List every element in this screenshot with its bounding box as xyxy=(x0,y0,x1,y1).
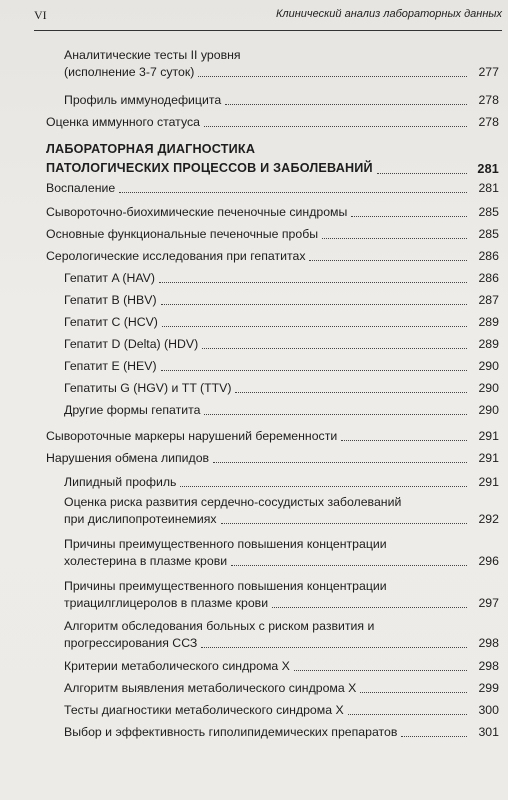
toc-entry-title: прогрессирования ССЗ xyxy=(64,636,198,650)
toc-page-number: 290 xyxy=(478,359,499,373)
toc-page-number: 290 xyxy=(478,381,499,395)
dot-leader xyxy=(161,304,467,305)
toc-entry-title: Профиль иммунодефицита xyxy=(64,93,222,107)
toc-entry-title: ЛАБОРАТОРНАЯ ДИАГНОСТИКА xyxy=(46,142,256,156)
toc-entry-title: Выбор и эффективность гиполипидемических препаратов xyxy=(64,725,398,739)
toc-entry xyxy=(64,292,499,309)
toc-entry xyxy=(64,578,499,612)
dot-leader xyxy=(377,173,467,174)
dot-leader xyxy=(213,462,467,463)
toc-page-number: 277 xyxy=(478,65,499,79)
dot-leader xyxy=(360,692,467,693)
dot-leader xyxy=(180,486,467,487)
toc-page-number: 291 xyxy=(478,451,499,465)
toc-entry-title: Алгоритм выявления метаболического синдрома X xyxy=(64,681,357,695)
toc-entry-title: Другие формы гепатита xyxy=(64,403,201,417)
toc-page-number: 278 xyxy=(478,93,499,107)
dot-leader xyxy=(294,670,467,671)
toc-entry-title: Липидный профиль xyxy=(64,475,177,489)
dot-leader xyxy=(348,714,467,715)
toc-page-number: 281 xyxy=(477,162,499,176)
toc-entry-title: Гепатит D (Delta) (HDV) xyxy=(64,337,199,351)
toc-entry xyxy=(64,402,499,419)
dot-leader xyxy=(322,238,467,239)
toc-entry-title: (исполнение 3-7 суток) xyxy=(64,65,195,79)
toc-entry-title: Серологические исследования при гепатитах xyxy=(46,249,306,263)
dot-leader xyxy=(119,192,467,193)
toc-entry xyxy=(64,618,499,652)
toc-page-number: 300 xyxy=(478,703,499,717)
toc-entry-title: ПАТОЛОГИЧЕСКИХ ПРОЦЕССОВ И ЗАБОЛЕВАНИЙ xyxy=(46,161,373,175)
header-rule xyxy=(34,30,502,31)
toc-page-number: 291 xyxy=(478,475,499,489)
toc-entry-title: Оценка иммунного статуса xyxy=(46,115,200,129)
toc-entry-title: Причины преимущественного повышения концентрации xyxy=(64,537,387,551)
dot-leader xyxy=(159,282,467,283)
dot-leader xyxy=(231,565,467,566)
toc-entry xyxy=(46,114,499,131)
toc-page-number: 298 xyxy=(478,636,499,650)
dot-leader xyxy=(204,126,467,127)
dot-leader xyxy=(341,440,467,441)
toc-page-number: 289 xyxy=(478,315,499,329)
toc-entry xyxy=(64,536,499,570)
toc-entry xyxy=(46,180,499,197)
dot-leader xyxy=(309,260,467,261)
running-head xyxy=(34,6,502,24)
toc-entry-title: Тесты диагностики метаболического синдрома X xyxy=(64,703,344,717)
toc-entry-title: Аналитические тесты II уровня xyxy=(64,48,241,62)
toc-page-number: 298 xyxy=(478,659,499,673)
toc-entry xyxy=(64,724,499,741)
toc-entry-title: Основные функциональные печеночные пробы xyxy=(46,227,319,241)
toc-entry xyxy=(46,226,499,243)
toc-page-number: 290 xyxy=(478,403,499,417)
dot-leader xyxy=(221,523,467,524)
toc-entry xyxy=(64,680,499,697)
toc-entry xyxy=(64,358,499,375)
dot-leader xyxy=(162,326,467,327)
toc-page-number: 287 xyxy=(478,293,499,307)
dot-leader xyxy=(351,216,467,217)
toc-entry xyxy=(46,450,499,467)
dot-leader xyxy=(235,392,467,393)
toc-entry xyxy=(46,248,499,265)
toc-entry-title: триацилглицеролов в плазме крови xyxy=(64,596,269,610)
dot-leader xyxy=(204,414,467,415)
toc-entry-title: холестерина в плазме крови xyxy=(64,554,228,568)
toc-entry-title: Гепатит E (HEV) xyxy=(64,359,157,373)
toc-entry xyxy=(64,380,499,397)
toc-page-number: 285 xyxy=(478,205,499,219)
toc-entry xyxy=(64,47,499,81)
toc-entry xyxy=(64,336,499,353)
toc-entry xyxy=(64,494,499,528)
toc-page-number: 285 xyxy=(478,227,499,241)
toc-entry xyxy=(46,204,499,221)
toc-page-number: 301 xyxy=(478,725,499,739)
toc-entry-title: Гепатит C (HCV) xyxy=(64,315,158,329)
toc-entry xyxy=(64,702,499,719)
toc-page-number: 278 xyxy=(478,115,499,129)
toc-entry-title: Оценка риска развития сердечно-сосудистых заболеваний xyxy=(64,495,402,509)
toc-page-number: 291 xyxy=(478,429,499,443)
toc-entry xyxy=(46,428,499,445)
toc-entry xyxy=(64,314,499,331)
dot-leader xyxy=(272,607,467,608)
toc-entry-title: Критерии метаболического синдрома X xyxy=(64,659,290,673)
toc-page-number: 286 xyxy=(478,249,499,263)
toc-entry-title: Воспаление xyxy=(46,181,116,195)
toc-page-number: 299 xyxy=(478,681,499,695)
toc-entry-title: Гепатит A (HAV) xyxy=(64,271,155,285)
toc-entry-title: Причины преимущественного повышения концентрации xyxy=(64,579,387,593)
toc-entry xyxy=(64,92,499,109)
toc-entry xyxy=(64,474,499,491)
toc-entry-title: при дислипопротеинемиях xyxy=(64,512,217,526)
toc-entry-title: Нарушения обмена липидов xyxy=(46,451,210,465)
dot-leader xyxy=(202,348,467,349)
toc-page-number: 281 xyxy=(478,181,499,195)
toc-entry-title: Гепатит B (HBV) xyxy=(64,293,157,307)
dot-leader xyxy=(161,370,467,371)
toc-page-number: 296 xyxy=(478,554,499,568)
book-title: Клинический анализ лабораторных данных xyxy=(275,8,502,20)
toc-entry-title: Гепатиты G (HGV) и TT (TTV) xyxy=(64,381,232,395)
toc-entry-title: Сывороточно-биохимические печеночные синдромы xyxy=(46,205,348,219)
toc-page-number: 292 xyxy=(478,512,499,526)
toc-entry xyxy=(64,658,499,675)
toc-entry xyxy=(46,140,499,178)
toc-entry xyxy=(64,270,499,287)
toc-page-number: 289 xyxy=(478,337,499,351)
dot-leader xyxy=(401,736,467,737)
dot-leader xyxy=(198,76,467,77)
toc-entry-title: Алгоритм обследования больных с риском развития и xyxy=(64,619,375,633)
toc-page-number: 286 xyxy=(478,271,499,285)
dot-leader xyxy=(201,647,467,648)
toc-page-number: 297 xyxy=(478,596,499,610)
toc-entry-title: Сывороточные маркеры нарушений беременности xyxy=(46,429,338,443)
page-number: VI xyxy=(34,8,47,22)
dot-leader xyxy=(225,104,467,105)
